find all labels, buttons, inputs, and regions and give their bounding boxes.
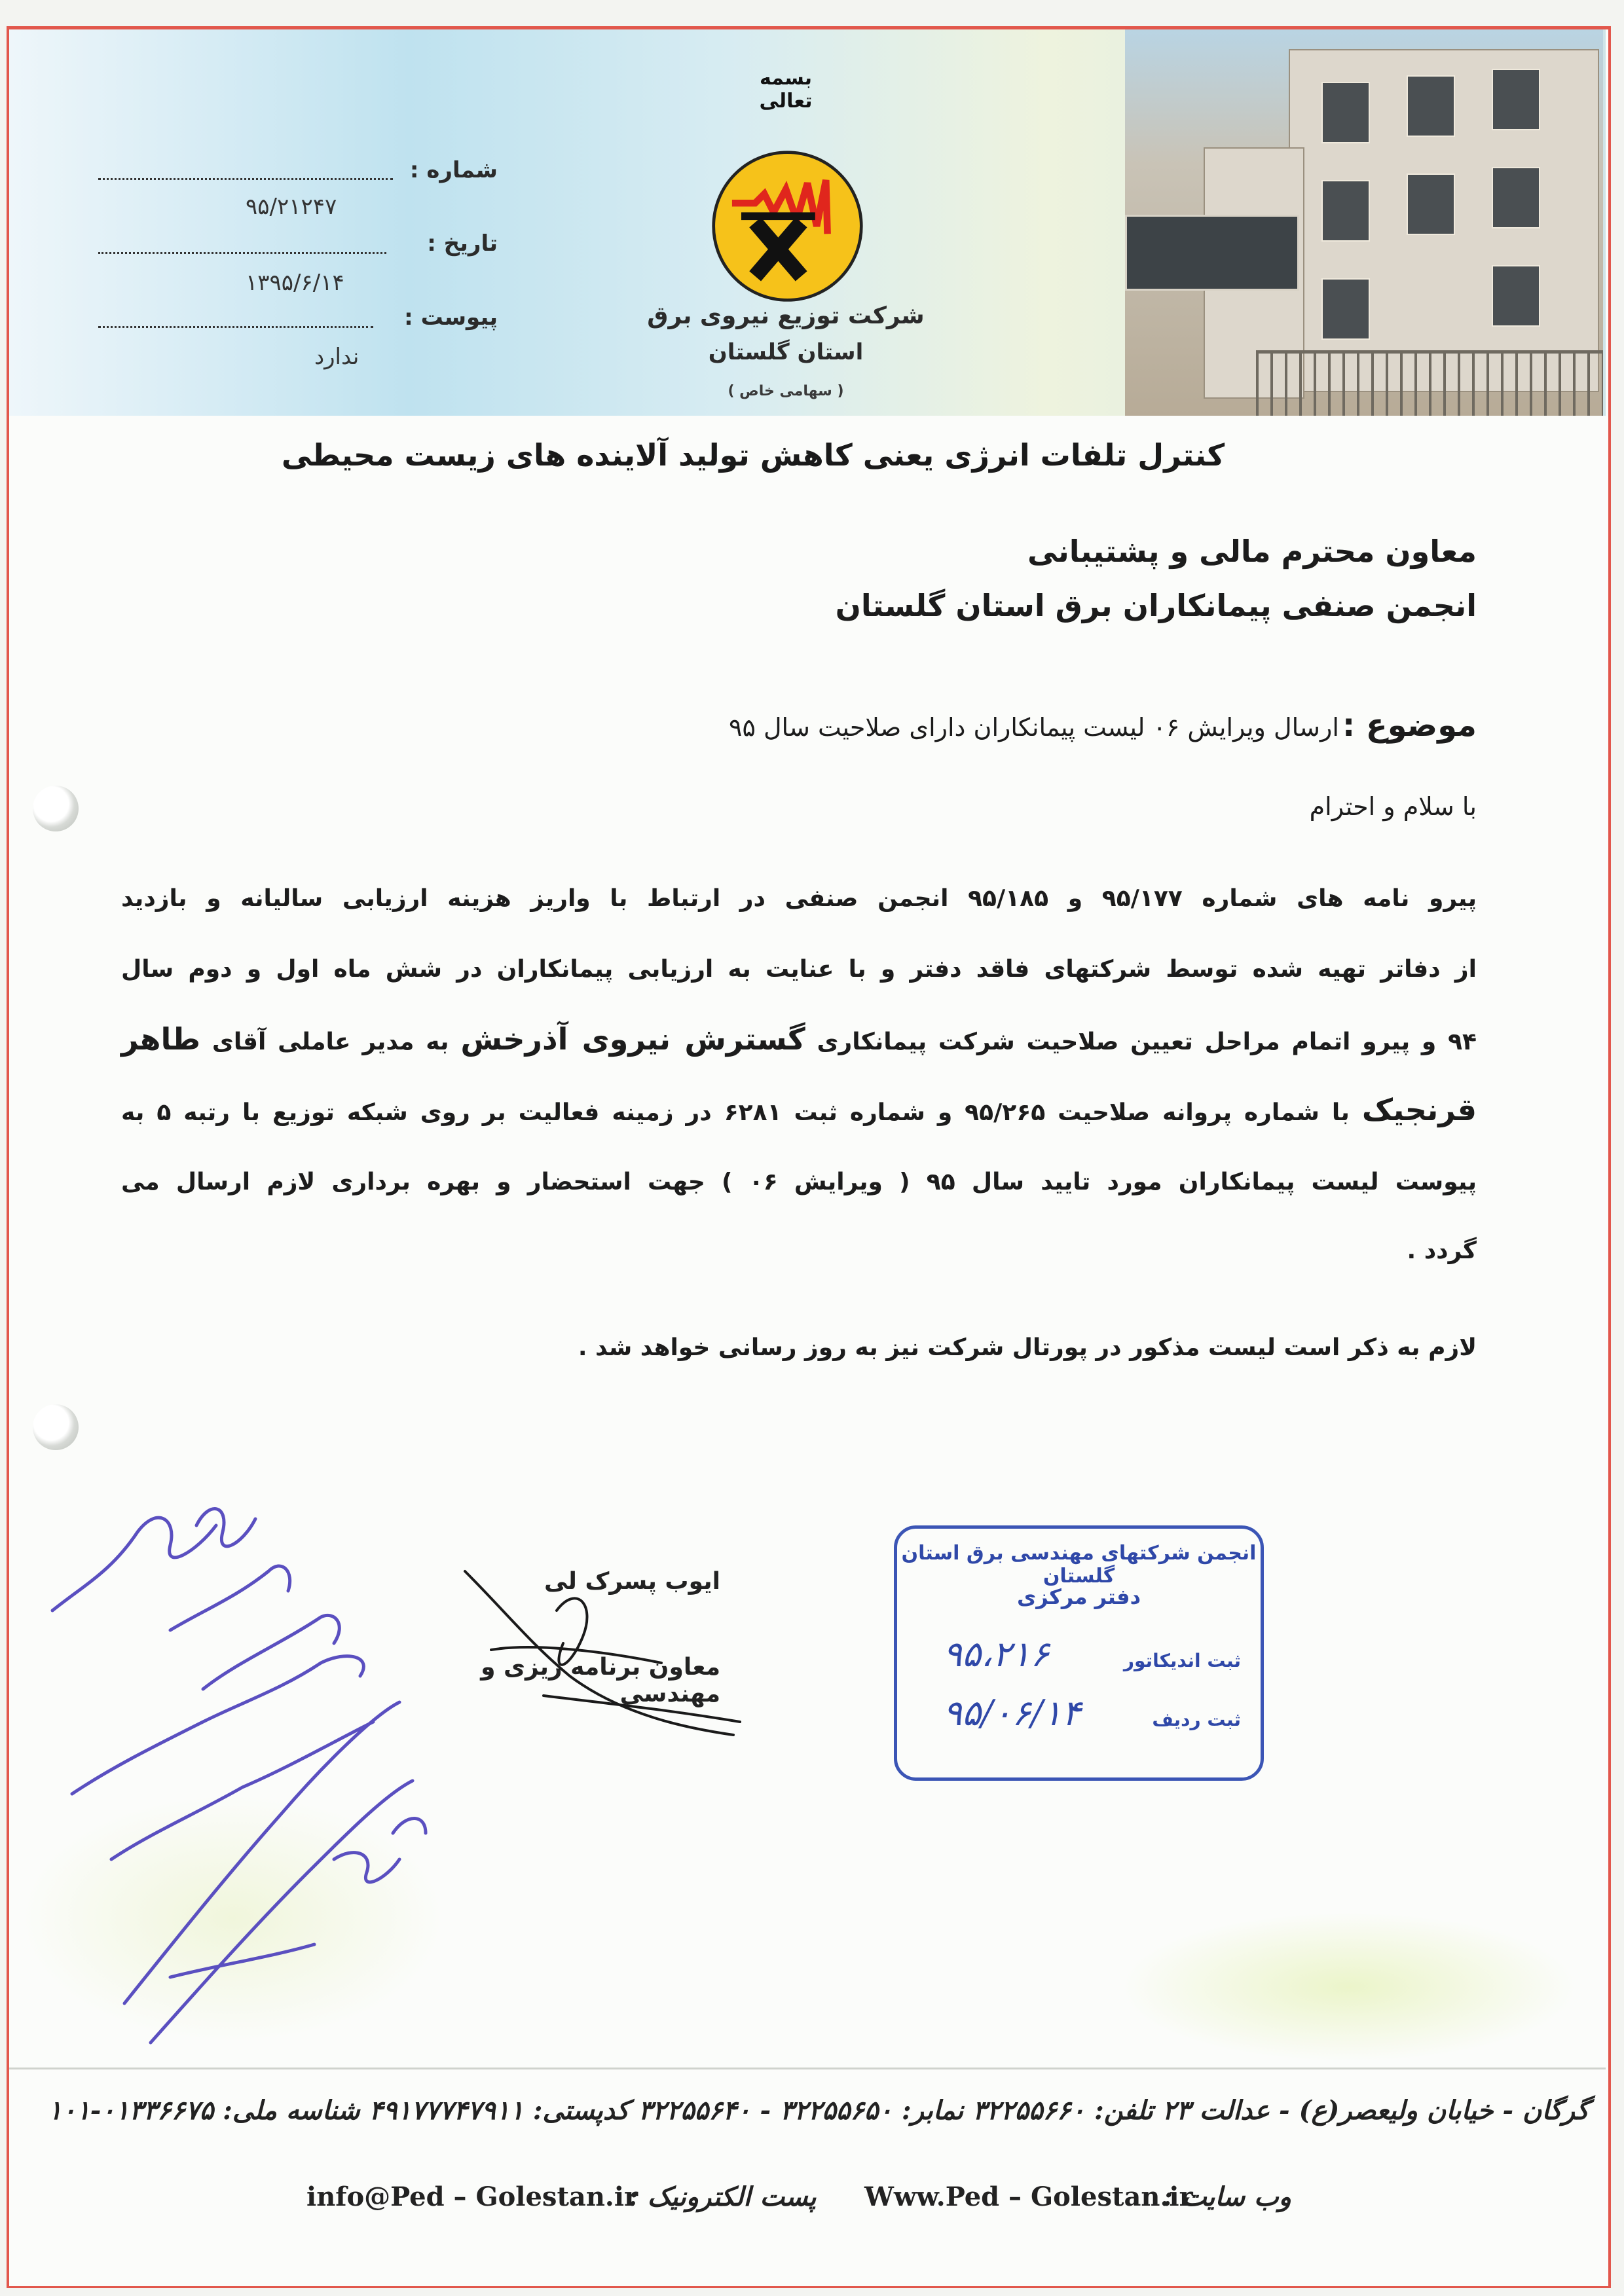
website-label: وب سایت : [1163, 2181, 1291, 2212]
stamp-office: دفتر مرکزی [1016, 1584, 1141, 1609]
ceo-first-name: طاهر [121, 1021, 201, 1057]
signer-title: معاون برنامه ریزی و مهندسی [481, 1654, 720, 1707]
stamp-row-label: ثبت ردیف [1152, 1709, 1241, 1730]
body-line-7: لازم به ذکر است لیست مذکور در پورتال شرکت نیز به روز رسانی خواهد شد . [578, 1334, 1477, 1361]
company-name: شرکت توزیع نیروی برق [647, 302, 925, 329]
email-link[interactable]: info@Ped – Golestan.ir [306, 2181, 638, 2212]
stamp-title: انجمن شرکتهای مهندسی برق استان گلستان [901, 1542, 1257, 1588]
number-label: شماره : [409, 157, 498, 183]
date-label: تاریخ : [427, 230, 498, 257]
attachment-label: پیوست : [404, 304, 498, 331]
letter-heading: کنترل تلفات انرژی یعنی کاهش تولید آلاینده های زیست محیطی [281, 437, 1225, 473]
body-line-2: از دفاتر تهیه شده توسط شرکتهای فاقد دفتر و با عنایت به ارزیابی پیمانکاران در شش ماه اول و دوم سال [121, 956, 1477, 983]
body-line-1: پیرو نامه های شماره ۹۵/۱۷۷ و ۹۵/۱۸۵ انجمن صنفی در ارتباط با واریز هزینه ارزیابی سالیانه و بازدید [121, 885, 1477, 912]
addressee-line1: معاون محترم مالی و پشتیبانی [1027, 534, 1477, 569]
body-line-4-rest: با شماره پروانه صلاحیت ۹۵/۲۶۵ و شماره ثبت ۶۲۸۱ در زمینه فعالیت بر روی شبکه توزیع با رتبه ۵ به [121, 1099, 1350, 1126]
company-province: استان گلستان [708, 339, 864, 365]
email-label: پست الکترونیک : [629, 2181, 817, 2212]
number-value: ۹۵/۲۱۲۴۷ [246, 194, 337, 220]
ceo-last-name: قرنجیک [1361, 1092, 1477, 1127]
body-line-5: پیوست لیست پیمانکاران مورد تایید سال ۹۵ ( ویرایش ۰۶ ) جهت استحضار و بهره برداری لازم ارسال می [121, 1169, 1477, 1195]
bismillah-text: بسمه تعالی [759, 67, 813, 113]
page-frame [7, 26, 1611, 2288]
contractor-company-name: گسترش نیروی آذرخش [460, 1021, 805, 1057]
footer-address: گرگان - خیابان ولیعصر(ع) - عدالت ۲۳ تلفن: ۳۲۲۵۵۶۶۰ نمابر: ۳۲۲۵۵۶۵۰ - ۳۲۲۵۵۶۴۰ کدپستی: ۴۹۱۷۷۷۴۷۹۱۱ شناسه ملی: ۰۱۳۳۶۶۷۵-۱۰۱ [48, 2095, 1589, 2126]
body-line-6: گردد . [1407, 1237, 1477, 1264]
stamp-indicator-label: ثبت اندیکاتور [1123, 1650, 1241, 1671]
stamp-indicator-value: ۹۵،۲۱۶ [943, 1633, 1050, 1675]
signer-name: ایوب پسرک لی [544, 1568, 720, 1595]
greeting: با سلام و احترام [1309, 792, 1477, 821]
website-link[interactable]: Www.Ped – Golestan.ir [864, 2181, 1193, 2212]
subject-text: ارسال ویرایش ۰۶ لیست پیمانکاران دارای صلاحیت سال ۹۵ [729, 713, 1339, 742]
attachment-value: ندارد [314, 344, 360, 370]
letter-page [7, 26, 1611, 2288]
stamp-row-value: ۹۵/۰۶/۱۴ [943, 1692, 1081, 1734]
body-line-3-part-a: ۹۴ و پیرو اتمام مراحل تعیین صلاحیت شرکت پیمانکاری [817, 1029, 1477, 1055]
company-type: ( سهامی خاص ) [728, 383, 844, 399]
addressee-line2: انجمن صنفی پیمانکاران برق استان گلستان [835, 588, 1477, 623]
body-line-3-part-b: به مدیر عاملی آقای [212, 1029, 449, 1055]
subject-label: موضوع : [1342, 707, 1477, 744]
date-value: ۱۳۹۵/۶/۱۴ [246, 270, 344, 296]
